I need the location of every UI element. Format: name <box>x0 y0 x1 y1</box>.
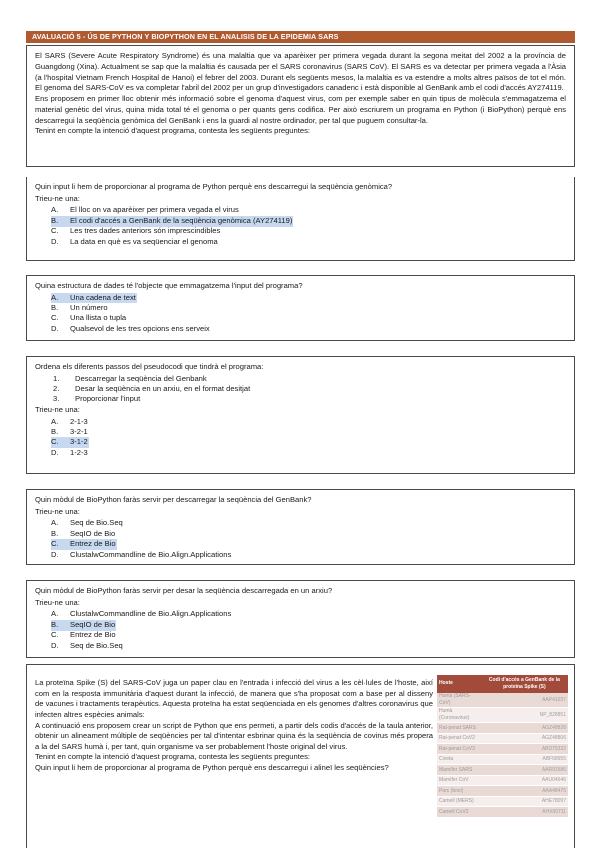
question-3-option-b[interactable]: B. 3-2-1 <box>51 426 88 436</box>
table-row: Rat-penat CoV2 AGZ48806 <box>437 733 568 744</box>
question-5-text: Quin mòdul de BioPython faràs servir per desar la seqüència descarregada en un arxiu? <box>35 586 333 595</box>
question-3-option-a[interactable]: A. 2-1-3 <box>51 416 88 426</box>
table-row: Humà (Coronavirus) NP_828851 <box>439 708 566 722</box>
question-4-option-b[interactable]: B. SeqIO de Bio <box>51 528 116 538</box>
question-1-option-b[interactable]: B. El codi d'accés a GenBank de la seqüència genòmica (AY274119) <box>51 215 293 225</box>
table-row: Rat-penat SARS AGZ48828 <box>437 723 568 734</box>
question-5-option-b[interactable]: B. SeqIO de Bio <box>51 619 116 629</box>
pseudocode-step: 3. Proporcionar l'input <box>53 394 141 404</box>
intro-paragraph-3: Tenint en compte la intenció d'aquest programa, contesta les següents preguntes: <box>35 126 310 136</box>
question-1-text: Quin input li hem de proporcionar al programa de Python perquè ens descarregui la seqüència genòmica? <box>35 182 393 191</box>
question-3-option-c[interactable]: C. 3-1-2 <box>51 437 88 447</box>
table-header-host: Hoste <box>437 675 481 693</box>
spike-section-text <box>35 678 433 774</box>
spike-section <box>26 664 575 848</box>
assessment-header: AVALUACIÓ 5 - ÚS DE PYTHON Y BIOPYTHON EN EL ANALISIS DE LA EPIDEMIA SARS <box>26 31 575 43</box>
question-5 <box>26 580 575 658</box>
question-2-option-a[interactable]: A. Una cadena de text <box>51 292 136 302</box>
pseudocode-step: 1. Descarregar la seqüència del Genbank <box>53 373 207 383</box>
spike-paragraph-1: La proteïna Spike (S) del SARS-CoV juga un paper clau en l'entrada i infecció del virus a les cèl·lules de l'hoste, així com en la resposta immunitària d'aquest durant la infecció, de manera que s'ha proposat com a base per al disseny de vacunes i tractaments terapèutics. Aquesta proteïna ha estat seqüenciada en els genomes d'altres coronavirus que infecten altres espècies animals: <box>35 678 433 719</box>
question-3-text: Ordena els diferents passos del pseudocodi que tindrà el programa: <box>35 362 264 371</box>
pseudocode-steps <box>35 374 566 405</box>
question-4-option-a[interactable]: A. Seq de Bio.Seq <box>51 518 123 528</box>
spike-question-text: Quin input li hem de proporcionar al programa de Python perquè ens descarregui i alineï les seqüències? <box>35 763 389 772</box>
question-2-text: Quina estructura de dades té l'objecte que emmagatzema l'input del programa? <box>35 281 303 290</box>
question-5-option-a[interactable]: A. ClustalwCommandline de Bio.Align.Applications <box>51 609 232 619</box>
question-5-option-d[interactable]: D. Seq de Bio.Seq <box>51 640 123 650</box>
table-header-accession: Codi d'accés a GenBank de la proteïna Spike (S) <box>481 675 568 693</box>
spike-accession-table <box>437 675 568 818</box>
question-1-option-c[interactable]: C. Les tres dades anteriors són imprescindibles <box>51 226 221 236</box>
question-2-option-b[interactable]: B. Un número <box>51 302 108 312</box>
spike-paragraph-3: Tenint en compte la intenció d'aquest programa, contesta les següents preguntes: <box>35 752 310 762</box>
table-row: Rat-penat CoV3 ABD75332 <box>437 744 568 755</box>
question-5-hint: Trieu-ne una: <box>35 597 80 607</box>
table-row: Mamífer SARS AAR91586 <box>437 765 568 776</box>
question-3-hint: Trieu-ne una: <box>35 404 80 414</box>
question-4-option-c[interactable]: C. Entrez de Bio <box>51 539 116 549</box>
table-row: Camell CoV2 AHX00711 <box>437 807 568 818</box>
question-2 <box>26 275 575 341</box>
question-4-text: Quin mòdul de BioPython faràs servir per descarregar la seqüència del GenBank? <box>35 495 312 504</box>
question-1-option-a[interactable]: A. El lloc on va aparèixer per primera vegada el virus <box>51 205 239 215</box>
question-2-option-d[interactable]: D. Qualsevol de les tres opcions ens serveix <box>51 323 210 333</box>
question-4-hint: Trieu-ne una: <box>35 506 80 516</box>
intro-paragraph-2: Ens proposem en primer lloc obtenir més informació sobre el genoma d'aquest virus, com per exemple saber en quin tipus de molècula s'emmagatzema el material genètic del virus, quina mida total té el genoma o per quants gens codifica. Per això escriurem un programa en Python (i BioPython) perquè ens descarregui la seqüència genòmica del GenBank i ens la guardi al nostre ordinador, per tal que puguem consultar-la. <box>35 94 566 125</box>
question-1-hint: Trieu-ne una: <box>35 193 80 203</box>
pseudocode-step: 2. Desar la seqüència en un arxiu, en el format desitjat <box>53 383 251 393</box>
table-row: Camell (MERS) AHE78097 <box>437 796 568 807</box>
question-5-option-c[interactable]: C. Entrez de Bio <box>51 630 116 640</box>
spike-paragraph-2: A continuació ens proposem crear un script de Python que ens permeti, a partir dels codis d'accés de la taula anterior, obtenir un alineament múltiple de seqüències per tal d'intentar esbrinar quina és la seqüència de covirus més propera a la del SARS humà i, per tant, quin organisme va ser probablement l'hoste original del virus. <box>35 720 433 751</box>
question-1 <box>26 177 575 261</box>
question-4 <box>26 489 575 565</box>
question-3 <box>26 356 575 474</box>
table-row: Civeta ABF68955 <box>437 754 568 765</box>
table-row: Mamífer CoV AAU04646 <box>437 775 568 786</box>
question-3-option-d[interactable]: D. 1-2-3 <box>51 447 88 457</box>
question-1-option-d[interactable]: D. La data en què es va seqüenciar el genoma <box>51 236 218 246</box>
intro-paragraph-1: El SARS (Severe Acute Respiratory Syndrome) és una malaltia que va aparèixer per primera vegada durant la segona meitat del 2002 a la província de Guangdong (Xina). Actualment se sap que la malaltia és causada per el SARS coronavirus (SARS CoV). El SARS es va detectar per primera vegada a l'Àsia (a l'hospital Vietnam French Hospital de Hanoi) el febrer del 2003. Durant els següents mesos, la malaltia es va estendre a molts altres països de tot el món. El genoma del SARS-CoV es va completar l'abril del 2002 per un grup d'investigadors canadenc i està disponible al GenBank amb el codi d'accés AY274119. <box>35 51 566 93</box>
table-row: Humà (SARS-CoV) AAP41037 <box>439 693 566 707</box>
table-row: Porc (boví) AAA48475 <box>437 786 568 797</box>
question-2-option-c[interactable]: C. Una llista o tupla <box>51 313 127 323</box>
question-4-option-d[interactable]: D. ClustalwCommandline de Bio.Align.Applications <box>51 549 232 559</box>
intro-box <box>26 45 575 167</box>
